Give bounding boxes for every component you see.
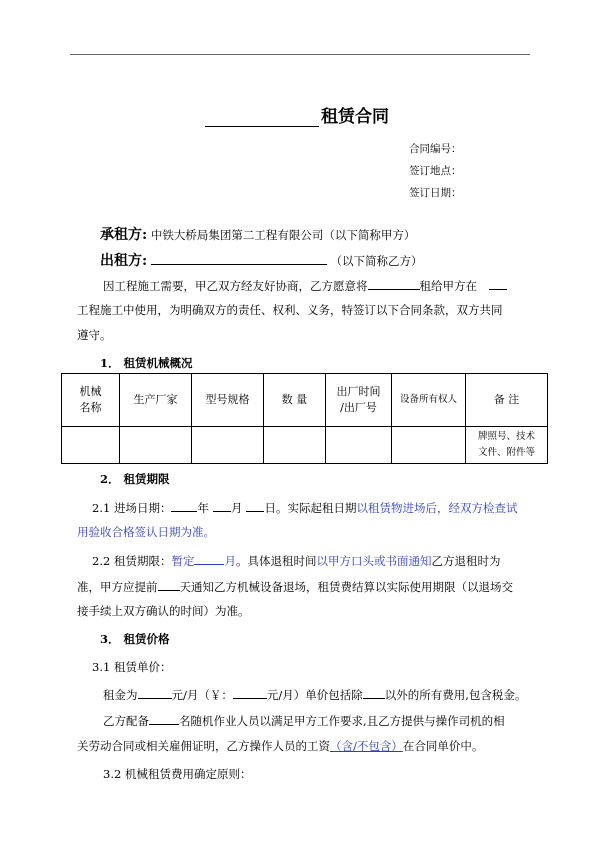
clause-3-1-label: 3.1 租赁单价： <box>92 660 172 674</box>
cell-owner[interactable] <box>392 427 466 464</box>
cell-remarks: 牌照号、技术 文件、附件等 <box>466 427 548 464</box>
equipment-blank[interactable] <box>368 277 420 290</box>
clause-2-2-text-b: 。具体退租时间 <box>235 554 317 568</box>
rent-line <box>103 686 526 703</box>
clause-2-1-blue-text: 以租赁物进场后，经双方检查试 <box>356 501 518 515</box>
clause-3-2-label: 3.2 机械租赁费用确定原则： <box>103 767 252 781</box>
day-label: 日。实际起租日期 <box>264 501 357 515</box>
cell-model[interactable] <box>192 427 264 464</box>
entry-month-blank[interactable] <box>213 499 231 512</box>
rent-amount-blank[interactable] <box>138 686 172 699</box>
lessor-suffix: （以下简称乙方） <box>330 254 423 268</box>
tentative-label: 暂定 <box>171 554 195 568</box>
header-rule <box>70 54 530 55</box>
entry-day-blank[interactable] <box>246 499 264 512</box>
staff-text-a: 乙方配备 <box>103 714 149 728</box>
sign-date-label: 签订日期： <box>409 187 462 199</box>
col-header-quantity: 数 量 <box>264 374 326 427</box>
clause-2-2-label: 2.2 租赁期限： <box>92 554 172 568</box>
clause-2-2-text-c: 乙方退租时为 <box>431 554 501 568</box>
rent-text-a: 租金为 <box>103 688 138 702</box>
staff-line-1 <box>103 712 505 729</box>
cell-quantity[interactable] <box>264 427 326 464</box>
title-blank <box>205 106 319 127</box>
lessor-label: 出租方: <box>100 253 148 269</box>
month-label: 月 <box>230 501 243 515</box>
section1-heading: 1． 租赁机械概况 <box>100 356 193 370</box>
year-label: 年 <box>197 501 209 515</box>
staff-count-blank[interactable] <box>149 712 179 725</box>
staff-line-2 <box>77 738 483 754</box>
clause-2-1-label: 2.1 进场日期： <box>92 501 172 515</box>
lessor-line <box>100 250 422 270</box>
rent-text-d: 以外的所有费用,包含税金。 <box>384 688 527 702</box>
section2-heading: 2． 租赁期限 <box>100 472 170 486</box>
contract-no-label: 合同编号： <box>409 143 462 155</box>
lessee-label: 承租方: <box>100 227 148 243</box>
page-title: 租赁合同 <box>321 107 389 127</box>
notice-days-blank[interactable] <box>158 578 180 591</box>
col-header-model: 型号规格 <box>192 374 264 427</box>
rent-text-c: 元/月）单价包括除 <box>266 688 363 702</box>
cell-manufacturer[interactable] <box>120 427 192 464</box>
months-label: 月 <box>224 554 236 568</box>
lease-months-blank[interactable] <box>194 552 224 565</box>
col-header-machine-name: 机械 名称 <box>62 374 120 427</box>
intro-text-b: 租给甲方在 <box>419 279 477 293</box>
cell-machine-name[interactable] <box>62 427 120 464</box>
cell-factory-date[interactable] <box>326 427 392 464</box>
lessee-line <box>100 224 415 244</box>
staff-l2-text-a: 关劳动合同或相关雇佣证明，乙方操作人员的工资 <box>77 739 330 753</box>
clause-2-2-line-1 <box>92 552 500 569</box>
intro-line-2: 工程施工中使用，为明确双方的责任、权利、义务，特签订以下合同条款，双方共同 <box>77 303 503 317</box>
table-row <box>62 427 548 464</box>
clause-2-1-line-2: 用验收合格签认日期为准。 <box>77 525 215 539</box>
sign-place-label: 签订地点： <box>409 165 462 177</box>
section3-heading: 3． 租赁价格 <box>100 632 170 646</box>
project-blank[interactable] <box>489 277 507 290</box>
rent-text-b: 元/月（￥： <box>171 688 233 702</box>
clause-2-1-line-1 <box>92 499 517 516</box>
wage-inclusion-option[interactable]: （含/不包含） <box>330 739 403 753</box>
col-header-owner: 设备所有权人 <box>392 374 466 427</box>
lease-equipment-table <box>61 373 548 464</box>
staff-l2-text-b: 在合同单价中。 <box>402 739 484 753</box>
col-header-factory-date: 出厂时间 /出厂号 <box>326 374 392 427</box>
intro-line-1 <box>103 277 507 294</box>
clause-2-2-blue-text: 以甲方口头或书面通知 <box>316 554 432 568</box>
intro-text-a: 因工程施工需要，甲乙双方经友好协商，乙方愿意将 <box>103 279 368 293</box>
lessor-blank[interactable] <box>151 252 327 265</box>
col-header-manufacturer: 生产厂家 <box>120 374 192 427</box>
clause-2-2-line-3: 接手续上双方确认的时间）为准。 <box>77 604 250 618</box>
rent-amount-num-blank[interactable] <box>233 686 267 699</box>
clause-2-2-line-2 <box>77 578 513 595</box>
entry-year-blank[interactable] <box>171 499 197 512</box>
col-header-remarks: 备 注 <box>466 374 548 427</box>
lessee-value: 中铁大桥局集团第二工程有限公司（以下简称甲方） <box>150 228 416 242</box>
staff-text-b: 名随机作业人员以满足甲方工作要求,且乙方提供与操作司机的相 <box>179 714 505 728</box>
clause-2-2-l2-b: 天通知乙方机械设备退场，租赁费结算以实际使用期限（以退场交 <box>179 580 513 594</box>
rent-excluded-blank[interactable] <box>363 686 385 699</box>
title-block <box>205 106 389 127</box>
intro-line-3: 遵守。 <box>77 328 112 342</box>
clause-2-2-l2-a: 准，甲方应提前 <box>77 580 158 594</box>
table-header-row <box>62 374 548 427</box>
